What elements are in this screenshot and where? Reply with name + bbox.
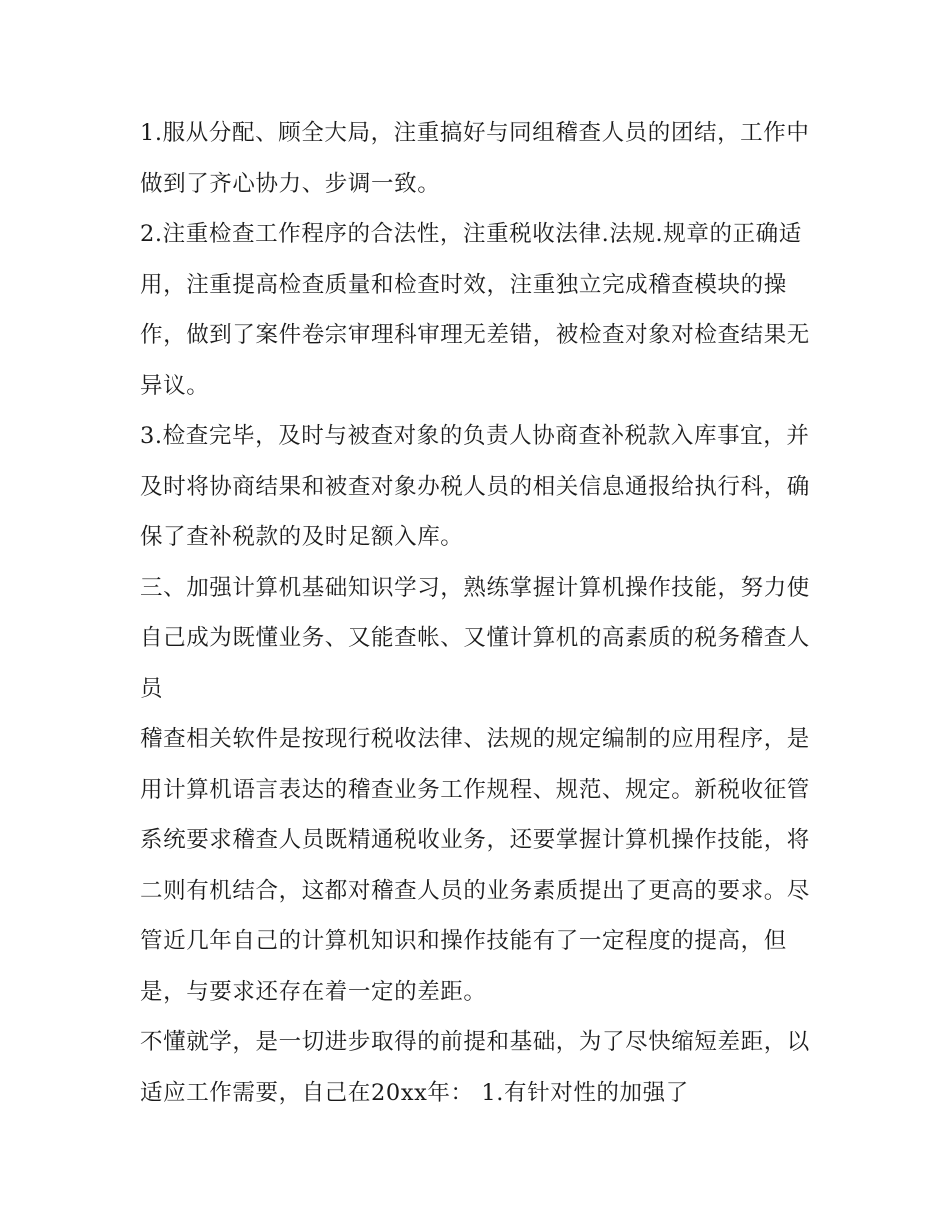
paragraph-item-2: 2.注重检查工作程序的合法性，注重税收法律.法规.规章的正确适用，注重提高检查质量和检查时效，注重独立完成稽查模块的操作，做到了案件卷宗审理科审理无差错，被检查对象对检查结果无异议。: [140, 221, 810, 399]
document-body: [140, 108, 820, 1118]
paragraph-software: 稽查相关软件是按现行税收法律、法规的规定编制的应用程序，是用计算机语言表达的稽查业务工作规程、规范、规定。新税收征管系统要求稽查人员既精通税收业务，还要掌握计算机操作技能，将二则有机结合，这都对稽查人员的业务素质提出了更高的要求。尽管近几年自己的计算机知识和操作技能有了一定程度的提高，但是，与要求还存在着一定的差距。: [140, 726, 810, 1005]
paragraph-item-1: 1.服从分配、顾全大局，注重搞好与同组稽查人员的团结，工作中做到了齐心协力、步调一致。: [140, 120, 810, 197]
section-heading-3: 三、加强计算机基础知识学习，熟练掌握计算机操作技能，努力使自己成为既懂业务、又能查帐、又懂计算机的高素质的税务稽查人员: [140, 574, 810, 702]
paragraph-item-3: 3.检查完毕，及时与被查对象的负责人协商查补税款入库事宜，并及时将协商结果和被查对象办税人员的相关信息通报给执行科，确保了查补税款的及时足额入库。: [140, 423, 810, 550]
paragraph-learning: 不懂就学，是一切进步取得的前提和基础，为了尽快缩短差距，以适应工作需要，自己在20xx年： 1.有针对性的加强了: [140, 1029, 810, 1106]
